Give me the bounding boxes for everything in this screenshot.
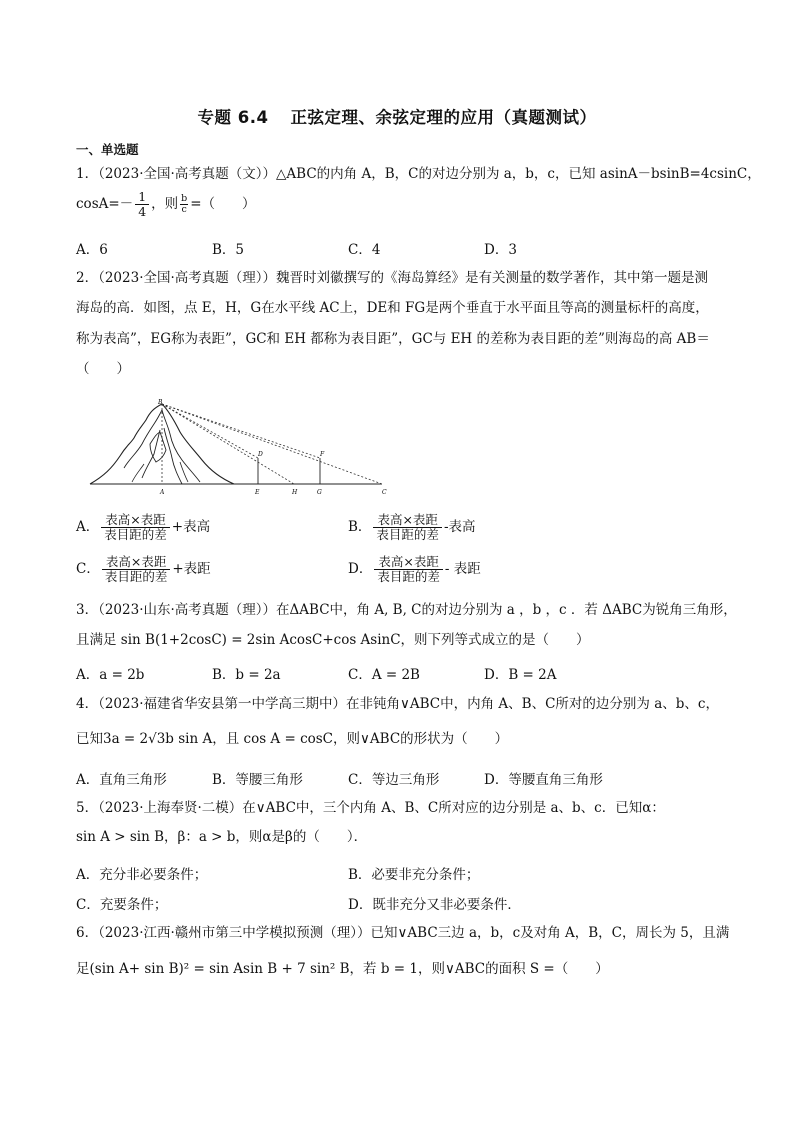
label-b: B	[158, 399, 163, 406]
sight-bh	[162, 404, 294, 484]
q1-option-b[interactable]: B．5	[212, 242, 245, 258]
q2-option-c-tail: +表距	[172, 561, 211, 577]
q4-option-b[interactable]: B．等腰三角形	[212, 772, 303, 788]
sight-bd	[162, 404, 258, 458]
q2-option-d-tail: - 表距	[444, 561, 481, 577]
q1-then-text: ，则	[151, 196, 179, 212]
label-f: F	[320, 451, 325, 458]
q2-option-c-prefix: C．	[76, 561, 100, 577]
q5-option-c[interactable]: C．充要条件；	[76, 897, 168, 913]
q2-line4: （ ）	[76, 361, 130, 377]
q2-option-b-tail: -表高	[443, 519, 476, 535]
q2-option-b-prefix: B．	[348, 519, 372, 535]
q5-option-d[interactable]: D．既非充分又非必要条件．	[348, 897, 521, 913]
q1-ratio	[180, 194, 188, 215]
q4-option-a[interactable]: A．直角三角形	[76, 772, 167, 788]
q2-option-c-num: 表高×表距	[102, 555, 171, 570]
label-c: C	[382, 489, 387, 496]
q2-option-b[interactable]	[348, 513, 476, 542]
q4-option-d[interactable]: D．等腰直角三角形	[484, 772, 603, 788]
q1-line2	[76, 190, 256, 219]
q2-option-a-den: 表目距的差	[104, 527, 167, 542]
q2-option-a[interactable]	[76, 513, 210, 542]
island-figure	[84, 398, 394, 498]
q1-option-d[interactable]: D．3	[484, 242, 517, 258]
q2-line3: 称为表高”，EG称为表距”，GC和 EH 都称为表目距”，GC与 EH 的差称为表目距的差”则海岛的高 AB＝	[76, 331, 710, 347]
q1-option-c[interactable]: C．4	[348, 242, 381, 258]
q5-option-a[interactable]: A．充分非必要条件；	[76, 867, 208, 883]
q2-option-d[interactable]	[348, 555, 481, 584]
sight-bc	[162, 404, 382, 484]
page-title	[0, 104, 794, 128]
q3-line2: 且满足 sin B(1+2cosC) = 2sin AcosC+cos AsinC，则下列等式成立的是（ ）	[76, 632, 590, 648]
q1-ratio-den: c	[181, 204, 187, 215]
q1-cos-text: cosA=－	[76, 196, 134, 212]
label-e: E	[255, 489, 260, 496]
q2-option-d-num: 表高×表距	[374, 555, 443, 570]
q2-line2: 海岛的高．如图，点 E，H，G在水平线 AC上，DE和 FG是两个垂直于水平面且等高的测量标杆的高度，	[76, 300, 709, 316]
q2-line1: 2．（2023·全国·高考真题（理））魏晋时刘徽撰写的《海岛算经》是有关测量的数学著作，其中第一题是测	[76, 270, 709, 286]
q3-option-b[interactable]: B．b = 2a	[212, 667, 281, 683]
q2-option-a-tail: +表高	[171, 519, 211, 535]
q2-option-c-den: 表目距的差	[104, 569, 168, 584]
q2-option-c-fraction	[102, 555, 171, 584]
q2-option-b-num: 表高×表距	[373, 513, 442, 528]
q1-frac-den: 4	[138, 204, 147, 219]
q3-option-c[interactable]: C．A = 2B	[348, 667, 420, 683]
label-g: G	[317, 489, 322, 496]
q2-option-a-num: 表高×表距	[101, 513, 170, 528]
q3-option-d[interactable]: D．B = 2A	[484, 667, 557, 683]
q1-blank: =（ ）	[190, 196, 256, 212]
q1-line1: 1．（2023·全国·高考真题（文））△ABC的内角 A，B，C的对边分别为 a，b，c，已知 asinA－bsinB=4csinC，	[76, 166, 761, 182]
q4-line1: 4．（2023·福建省华安县第一中学高三期中）在非钝角∨ABC中，内角 A、B、C所对的边分别为 a、b、c，	[76, 696, 719, 712]
q6-line2: 足(sin A+ sin B)² = sin Asin B + 7 sin² B，若 b = 1，则∨ABC的面积 S =（ ）	[76, 961, 609, 977]
q2-option-d-prefix: D．	[348, 561, 373, 577]
label-d: D	[258, 451, 263, 458]
q2-option-b-fraction	[373, 513, 442, 542]
q5-line2: sin A > sin B，β：a > b，则α是β的（ ）．	[76, 829, 368, 845]
title-prefix: 专题 6.4	[197, 108, 269, 127]
q4-line2: 已知3a = 2√3b sin A，且 cos A = cosC，则∨ABC的形状为（ ）	[76, 731, 509, 747]
q5-line1: 5．（2023·上海奉贤·二模）在∨ABC中，三个内角 A、B、C所对应的边分别是 a、b、c．已知α：	[76, 800, 665, 816]
q1-fraction	[135, 190, 149, 219]
label-a: A	[160, 489, 165, 496]
sight-bf	[162, 404, 320, 458]
q3-line1: 3．（2023·山东·高考真题（理））在ΔABC中，角 A, B, C的对边分别为 a ，b ，c ．若 ΔABC为锐角三角形，	[76, 602, 737, 618]
section-heading: 一、单选题	[76, 142, 139, 157]
q1-ratio-num: b	[181, 193, 188, 204]
q5-option-b[interactable]: B．必要非充分条件；	[348, 867, 480, 883]
q1-frac-num: 1	[135, 190, 149, 205]
q2-option-d-den: 表目距的差	[377, 569, 440, 584]
q2-option-d-fraction	[374, 555, 443, 584]
q2-option-c[interactable]	[76, 555, 211, 584]
q1-option-a[interactable]: A．6	[76, 242, 108, 258]
q4-option-c[interactable]: C．等边三角形	[348, 772, 440, 788]
title-main: 正弦定理、余弦定理的应用（真题测试）	[290, 108, 597, 127]
q3-option-a[interactable]: A．a = 2b	[76, 667, 145, 683]
q2-option-a-fraction	[101, 513, 170, 542]
q2-option-b-den: 表目距的差	[376, 527, 439, 542]
q2-option-a-prefix: A．	[76, 519, 100, 535]
q6-line1: 6．（2023·江西·赣州市第三中学模拟预测（理））已知∨ABC三边 a，b，c及对角 A，B，C，周长为 5，且满	[76, 925, 730, 941]
label-h: H	[292, 489, 298, 496]
